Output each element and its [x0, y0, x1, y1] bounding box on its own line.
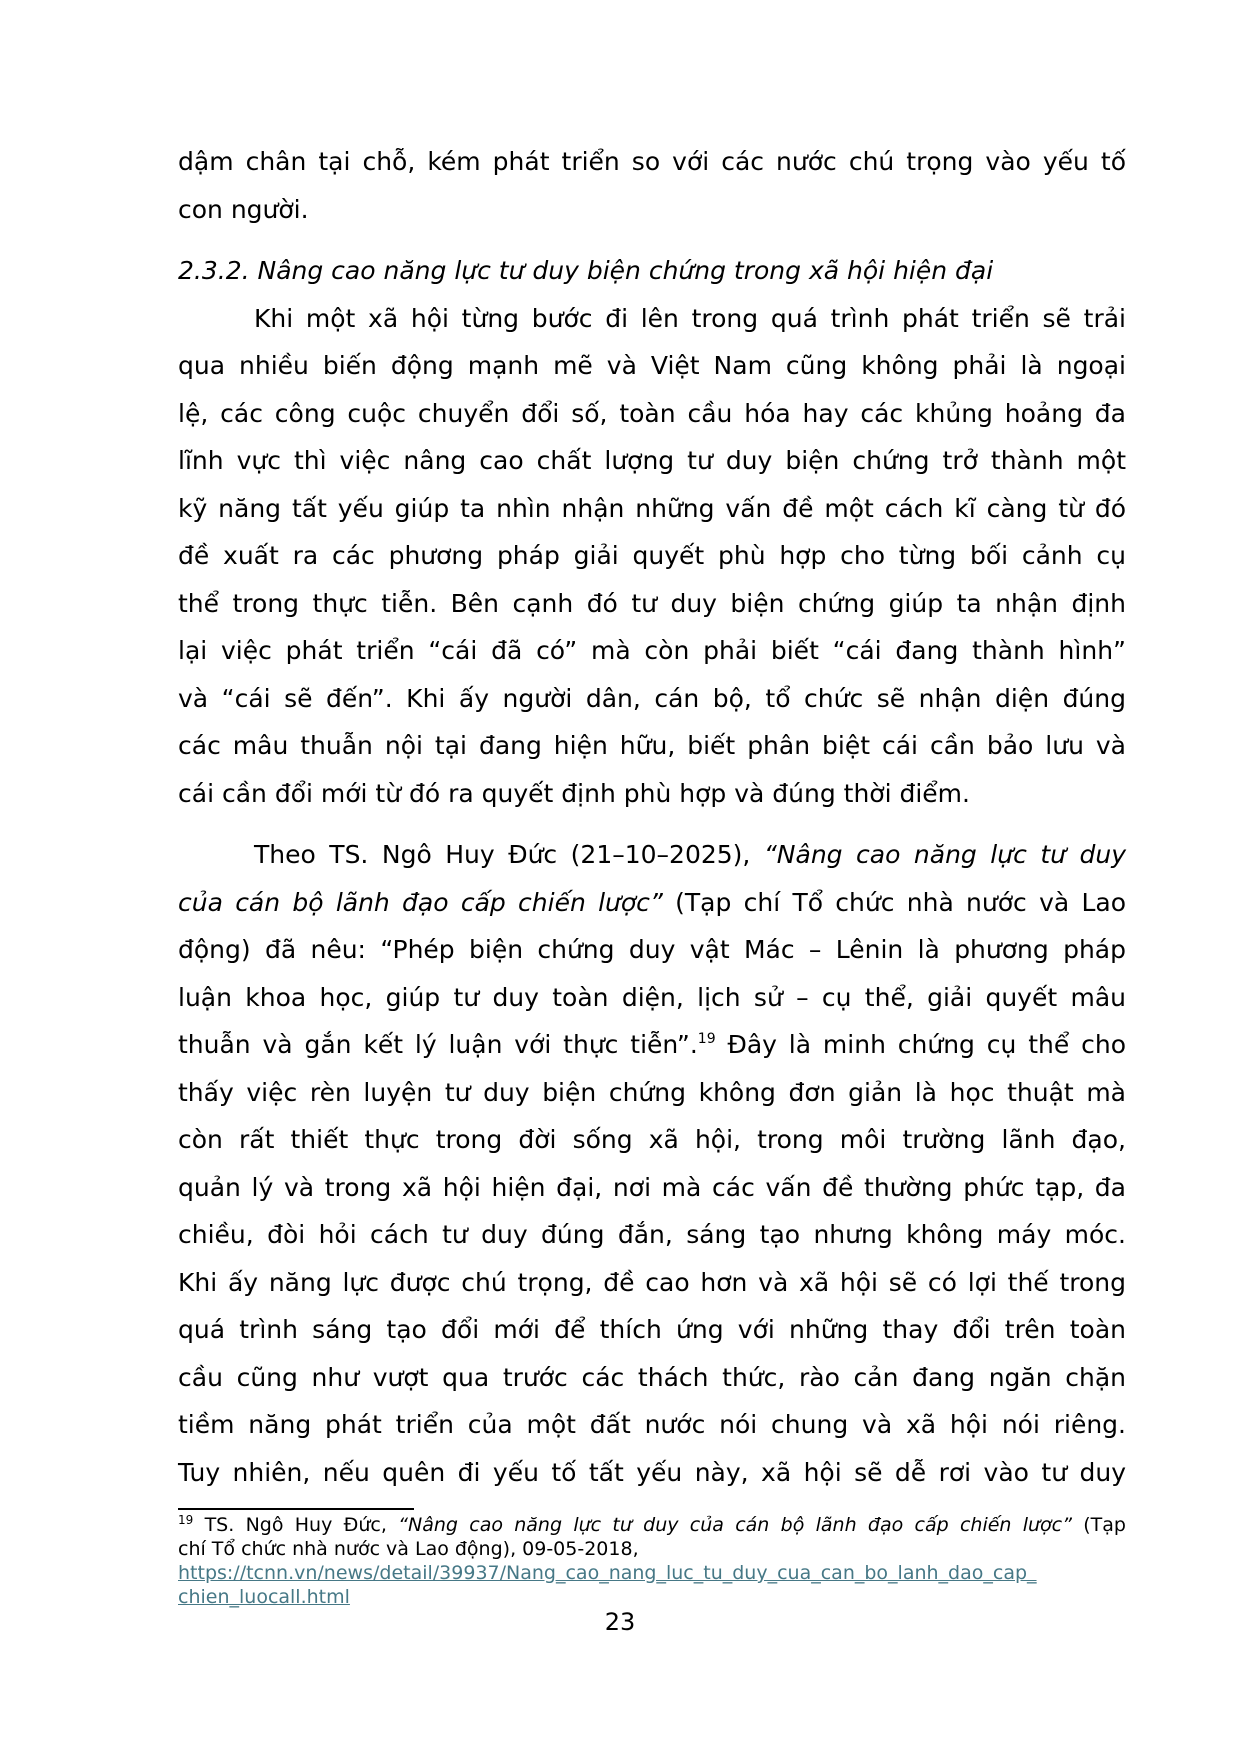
footnote-author: TS. Ngô Huy Đức,	[193, 1514, 399, 1536]
continuation-line: con người.	[178, 194, 309, 224]
cited-title: của cán bộ lãnh đạo cấp chiến lược”	[178, 887, 663, 917]
paragraph-line	[178, 831, 1126, 879]
paragraph-line: Khi ấy năng lực được chú trọng, đề cao hơn và xã hội sẽ có lợi thế trong	[178, 1267, 1126, 1297]
paragraph-line: luận khoa học, giúp tư duy toàn diện, lịch sử – cụ thể, giải quyết mâu	[178, 982, 1126, 1012]
paragraph-line: kỹ năng tất yếu giúp ta nhìn nhận những vấn đề một cách kĩ càng từ đó	[178, 493, 1126, 523]
paragraph-line	[178, 879, 1126, 927]
paragraph-line: và “cái sẽ đến”. Khi ấy người dân, cán bộ, tổ chức sẽ nhận diện đúng	[178, 683, 1126, 713]
citation-source: (Tạp chí Tổ chức nhà nước và Lao	[662, 887, 1127, 917]
paragraph-line: cái cần đổi mới từ đó ra quyết định phù hợp và đúng thời điểm.	[178, 778, 970, 808]
quote-end: thuẫn và gắn kết lý luận với thực tiễn”.	[178, 1030, 698, 1059]
paragraph-line: cầu cũng như vượt qua trước các thách thức, rào cản đang ngăn chặn	[178, 1362, 1126, 1392]
footnote-line: chí Tổ chức nhà nước và Lao động), 09-05-2018,	[178, 1538, 639, 1560]
continuation-line: dậm chân tại chỗ, kém phát triển so với các nước chú trọng vào yếu tố	[178, 147, 1126, 176]
paragraph-line: động) đã nêu: “Phép biện chứng duy vật Mác – Lênin là phương pháp	[178, 935, 1126, 964]
citation-author: Theo TS. Ngô Huy Đức (21–10–2025),	[254, 840, 764, 869]
paragraph-line: thể trong thực tiễn. Bên cạnh đó tư duy biện chứng giúp ta nhận định	[178, 588, 1126, 618]
footnote-link[interactable]: chien_luocall.html	[178, 1586, 350, 1608]
paragraph-text: Đây là minh chứng cụ thể cho	[715, 1030, 1126, 1059]
paragraph-line: quản lý và trong xã hội hiện đại, nơi mà các vấn đề thường phức tạp, đa	[178, 1172, 1126, 1202]
section-heading: 2.3.2. Nâng cao năng lực tư duy biện chứng trong xã hội hiện đại	[178, 256, 994, 285]
paragraph-line: đề xuất ra các phương pháp giải quyết phù hợp cho từng bối cảnh cụ	[178, 541, 1126, 570]
paragraph-line: các mâu thuẫn nội tại đang hiện hữu, biết phân biệt cái cần bảo lưu và	[178, 731, 1126, 760]
footnote-source: (Tạp	[1071, 1514, 1126, 1536]
footnote-line	[178, 1513, 1126, 1537]
paragraph-line: lại việc phát triển “cái đã có” mà còn phải biết “cái đang thành hình”	[178, 636, 1126, 665]
footnote-link[interactable]: https://tcnn.vn/news/detail/39937/Nang_cao_nang_luc_tu_duy_cua_can_bo_lanh_dao_cap_	[178, 1562, 1037, 1584]
paragraph-line: qua nhiều biến động mạnh mẽ và Việt Nam cũng không phải là ngoại	[178, 351, 1126, 380]
cited-title: “Nâng cao năng lực tư duy	[763, 840, 1126, 869]
paragraph-line	[178, 1021, 1126, 1069]
paragraph-line: chiều, đòi hỏi cách tư duy đúng đắn, sáng tạo nhưng không máy móc.	[178, 1220, 1126, 1249]
paragraph-line: tiềm năng phát triển của một đất nước nói chung và xã hội nói riêng.	[178, 1410, 1126, 1439]
footnote-separator	[178, 1508, 414, 1510]
footnote-19	[178, 1513, 1126, 1609]
paragraph-line: lệ, các công cuộc chuyển đổi số, toàn cầu hóa hay các khủng hoảng đa	[178, 398, 1126, 428]
paragraph-line: lĩnh vực thì việc nâng cao chất lượng tư duy biện chứng trở thành một	[178, 446, 1126, 475]
footnote-link-line[interactable]	[178, 1585, 1126, 1609]
paragraph-line: còn rất thiết thực trong đời sống xã hội, trong môi trường lãnh đạo,	[178, 1125, 1126, 1154]
paragraph-2	[178, 831, 1126, 1496]
document-body	[178, 138, 1126, 1496]
footnote-link-line[interactable]	[178, 1561, 1126, 1585]
paragraph-line: quá trình sáng tạo đổi mới để thích ứng với những thay đổi trên toàn	[178, 1315, 1126, 1344]
footnote-reference[interactable]: 19	[697, 1031, 716, 1047]
footnote-title: “Nâng cao năng lực tư duy của cán bộ lãnh đạo cấp chiến lược”	[398, 1514, 1072, 1536]
page-number: 23	[604, 1608, 636, 1636]
paragraph-1	[178, 295, 1126, 818]
paragraph-line: thấy việc rèn luyện tư duy biện chứng không đơn giản là học thuật mà	[178, 1077, 1126, 1107]
footnote-number: 19	[178, 1513, 194, 1527]
paragraph-line: Tuy nhiên, nếu quên đi yếu tố tất yếu này, xã hội sẽ dễ rơi vào tư duy	[178, 1457, 1126, 1487]
paragraph-line: Khi một xã hội từng bước đi lên trong quá trình phát triển sẽ trải	[254, 303, 1126, 333]
